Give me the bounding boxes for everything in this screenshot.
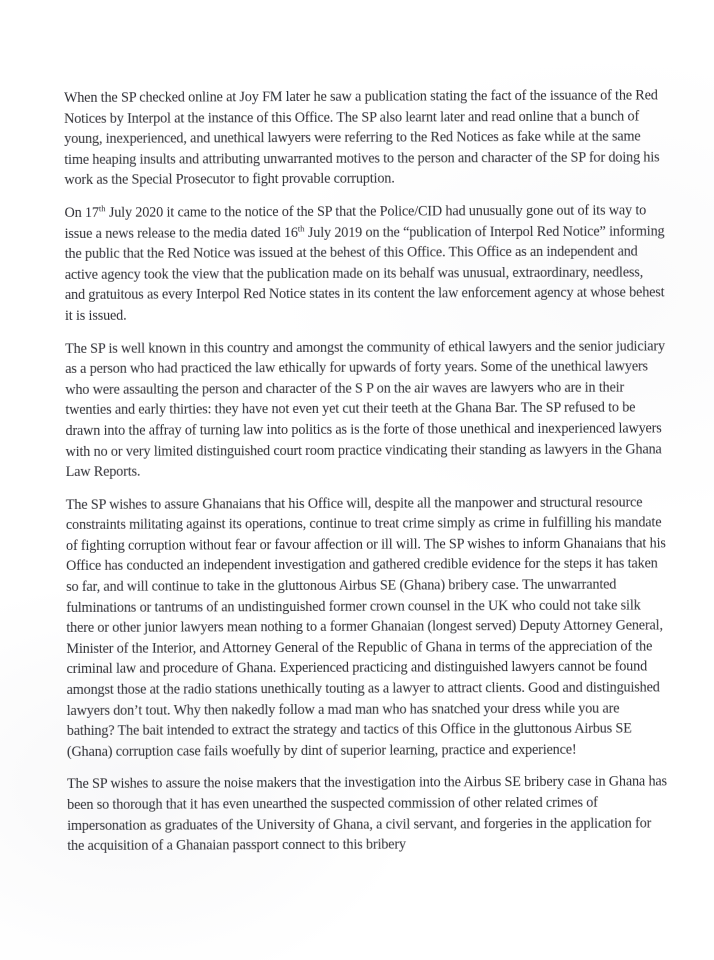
- paragraph: The SP wishes to assure the noise makers that the investigation into the Airbus SE bribery case in Ghana has been so thorough that it has even unearthed the suspected commission of other related crimes of impersonation as graduates of the University of Ghana, a civil servant, and forgeries in the application for the acquisition of a Ghanaian passport connect to this bribery: [67, 773, 667, 855]
- paragraph: On 17th July 2020 it came to the notice of the SP that the Police/CID had unusually gone out of its way to issue a news release to the media dated 16th July 2019 on the “publication of Interpol Red Notice” informing the public that the Red Notice was issued at the behest of this Office. This Office as an independent and active agency took the view that the publication made on its behalf was unusual, extraordinary, needless, and gratuitous as every Interpol Red Notice states in its content the law enforcement agency at whose behest it is issued.: [64, 202, 665, 324]
- document-text-block: [64, 85, 667, 868]
- paragraph: The SP wishes to assure Ghanaians that his Office will, despite all the manpower and structural resource constraints militating against its operations, continue to treat crime simply as crime in fulfilling his mandate of fighting corruption without fear or favour affection or ill will. The SP wishes to inform Ghanaians that his Office has conducted an independent investigation and gathered credible evidence for the steps it has taken so far, and will continue to take in the gluttonous Airbus SE (Ghana) bribery case. The unwarranted fulminations or tantrums of an undistinguished former crown counsel in the UK who could not take silk there or other junior lawyers mean nothing to a former Ghanaian (longest served) Deputy Attorney General, Minister of the Interior, and Attorney General of the Republic of Ghana in terms of the appreciation of the criminal law and procedure of Ghana. Experienced practicing and distinguished lawyers cannot be found amongst those at the radio stations unethically touting as a lawyer to attract clients. Good and distinguished lawyers don’t tout. Why then nakedly follow a mad man who has snatched your dress while you are bathing? The bait intended to extract the strategy and tactics of this Office in the gluttonous Airbus SE (Ghana) corruption case fails woefully by dint of superior learning, practice and experience!: [65, 494, 666, 760]
- paragraph: When the SP checked online at Joy FM later he saw a publication stating the fact of the issuance of the Red Notices by Interpol at the instance of this Office. The SP also learnt later and read online that a bunch of young, inexperienced, and unethical lawyers were referring to the Red Notices as fake while at the same time heaping insults and attributing unwarranted motives to the person and character of the SP for doing his work as the Special Prosecutor to fight provable corruption.: [64, 87, 660, 189]
- paragraph: The SP is well known in this country and amongst the community of ethical lawyers and the senior judiciary as a person who had practiced the law ethically for upwards of forty years. Some of the unethical lawyers who were assaulting the person and character of the S P on the air waves are lawyers who are in their twenties and early thirties: they have not even yet cut their teeth at the Ghana Bar. The SP refused to be drawn into the affray of turning law into politics as is the forte of those unethical and inexperienced lawyers with no or very limited distinguished court room practice vindicating their standing as lawyers in the Ghana Law Reports.: [65, 337, 665, 481]
